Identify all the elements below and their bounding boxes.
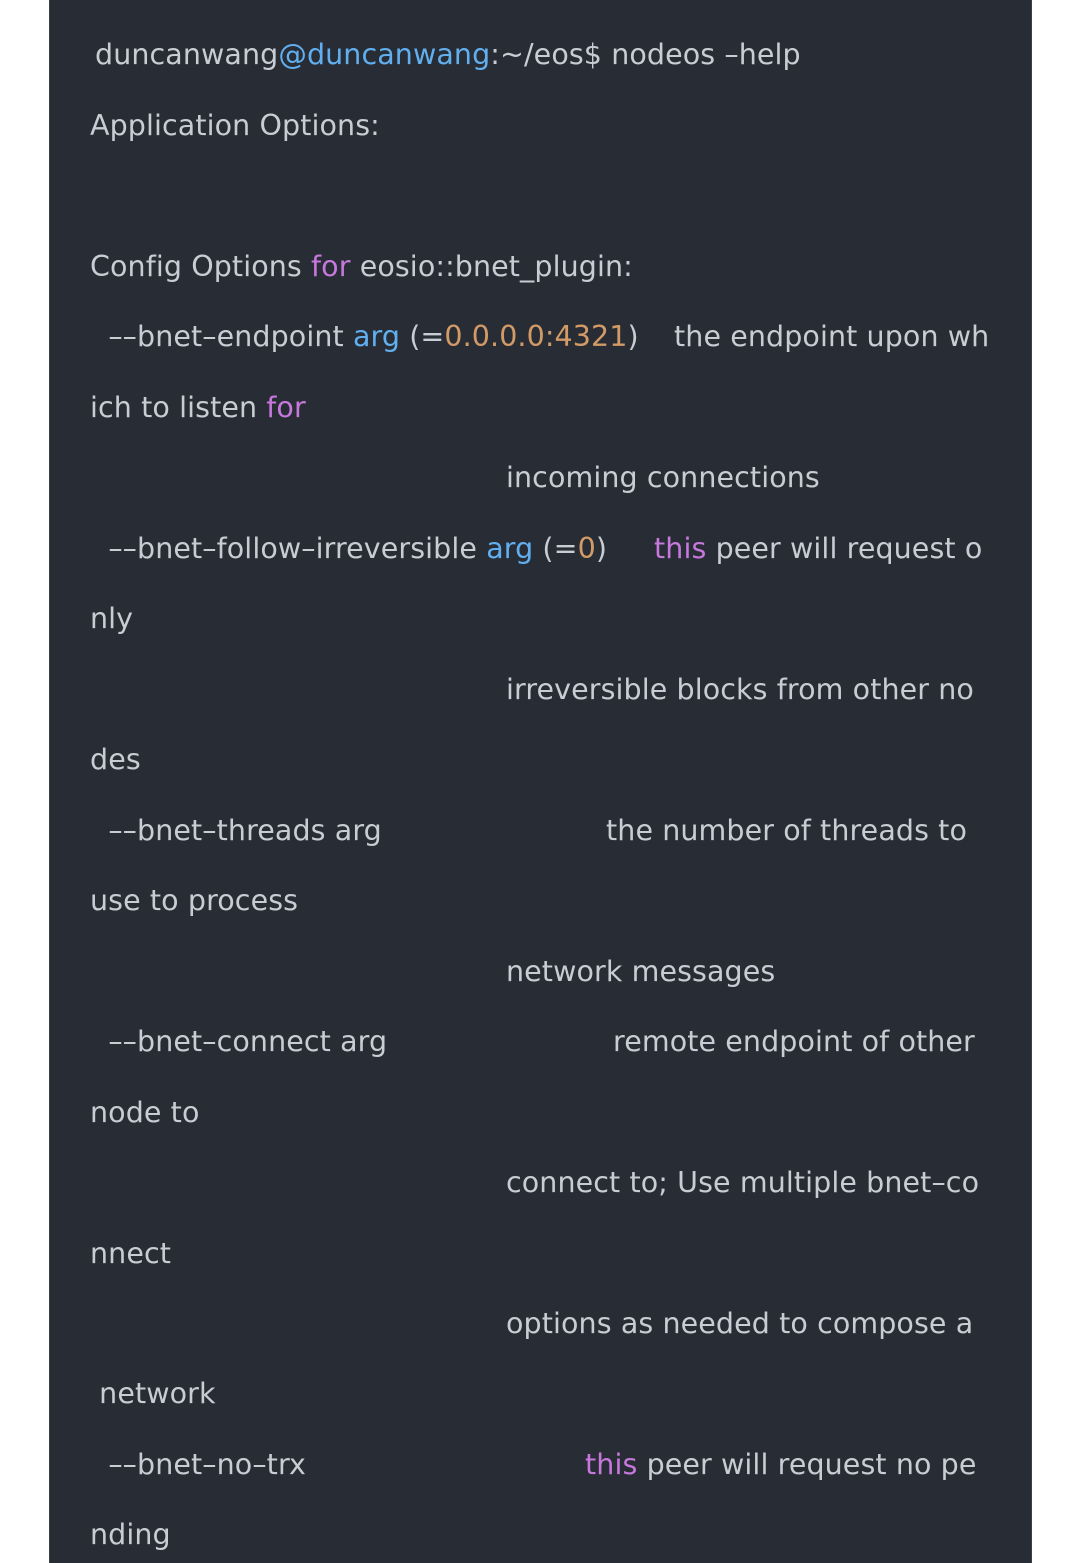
- option-description: the number of threads to: [606, 814, 967, 847]
- option-default-value: 0: [577, 532, 596, 565]
- keyword-for: for: [311, 250, 351, 283]
- application-options-heading: Application Options:: [90, 109, 380, 142]
- default-close: ): [595, 532, 608, 565]
- option-description: [585, 1447, 977, 1483]
- option-description-continuation: options as needed to compose a: [506, 1307, 974, 1340]
- option-bnet-endpoint: [90, 319, 639, 355]
- keyword-this: this: [585, 1448, 638, 1481]
- option-bnet-follow-irreversible: [90, 531, 607, 567]
- prompt-host: @duncanwang: [278, 38, 491, 71]
- option-description-wrap: node to: [90, 1096, 200, 1129]
- option-arg: arg: [486, 532, 534, 565]
- prompt-path-command: :~/eos$ nodeos –help: [490, 38, 801, 71]
- option-description-wrap: des: [90, 743, 141, 776]
- default-close: ): [627, 320, 639, 353]
- keyword-this: this: [654, 532, 707, 565]
- command-prompt-line: [95, 37, 801, 73]
- option-description: [654, 531, 982, 567]
- config-options-heading: [90, 249, 633, 285]
- option-description-wrap: [90, 390, 306, 426]
- option-name: ––bnet–follow–irreversible: [90, 532, 487, 565]
- option-description-wrap: nnect: [90, 1237, 172, 1270]
- default-open: (=: [400, 320, 445, 353]
- option-name: ––bnet–endpoint: [90, 320, 353, 353]
- option-bnet-no-trx: ––bnet–no–trx: [90, 1448, 306, 1481]
- config-heading-text: Config Options: [90, 250, 312, 283]
- option-description: the endpoint upon wh: [674, 320, 990, 353]
- option-description-continuation: network messages: [506, 955, 776, 988]
- option-bnet-threads: ––bnet–threads arg: [90, 814, 382, 847]
- option-description-continuation: irreversible blocks from other no: [506, 673, 974, 706]
- option-description: remote endpoint of other: [613, 1025, 975, 1058]
- option-description-continuation: connect to; Use multiple bnet–co: [506, 1166, 980, 1199]
- prompt-user: duncanwang: [95, 38, 279, 71]
- keyword-for: for: [266, 391, 306, 424]
- option-description-wrap: network: [90, 1377, 216, 1410]
- option-description-wrap: nly: [90, 602, 134, 635]
- wrap-text: ich to listen: [90, 391, 267, 424]
- terminal-window: [49, 0, 1032, 1563]
- option-arg: arg: [352, 320, 401, 353]
- description-text: peer will request no pe: [637, 1448, 977, 1481]
- option-description-wrap: use to process: [90, 884, 299, 917]
- option-description-wrap: nding: [90, 1518, 171, 1551]
- default-open: (=: [533, 532, 578, 565]
- plugin-name: eosio::bnet_plugin:: [350, 250, 633, 283]
- option-bnet-connect: ––bnet–connect arg: [90, 1025, 388, 1058]
- description-text: peer will request o: [706, 532, 983, 565]
- option-description-continuation: incoming connections: [506, 461, 820, 494]
- option-default-value: 0.0.0.0:4321: [444, 320, 628, 353]
